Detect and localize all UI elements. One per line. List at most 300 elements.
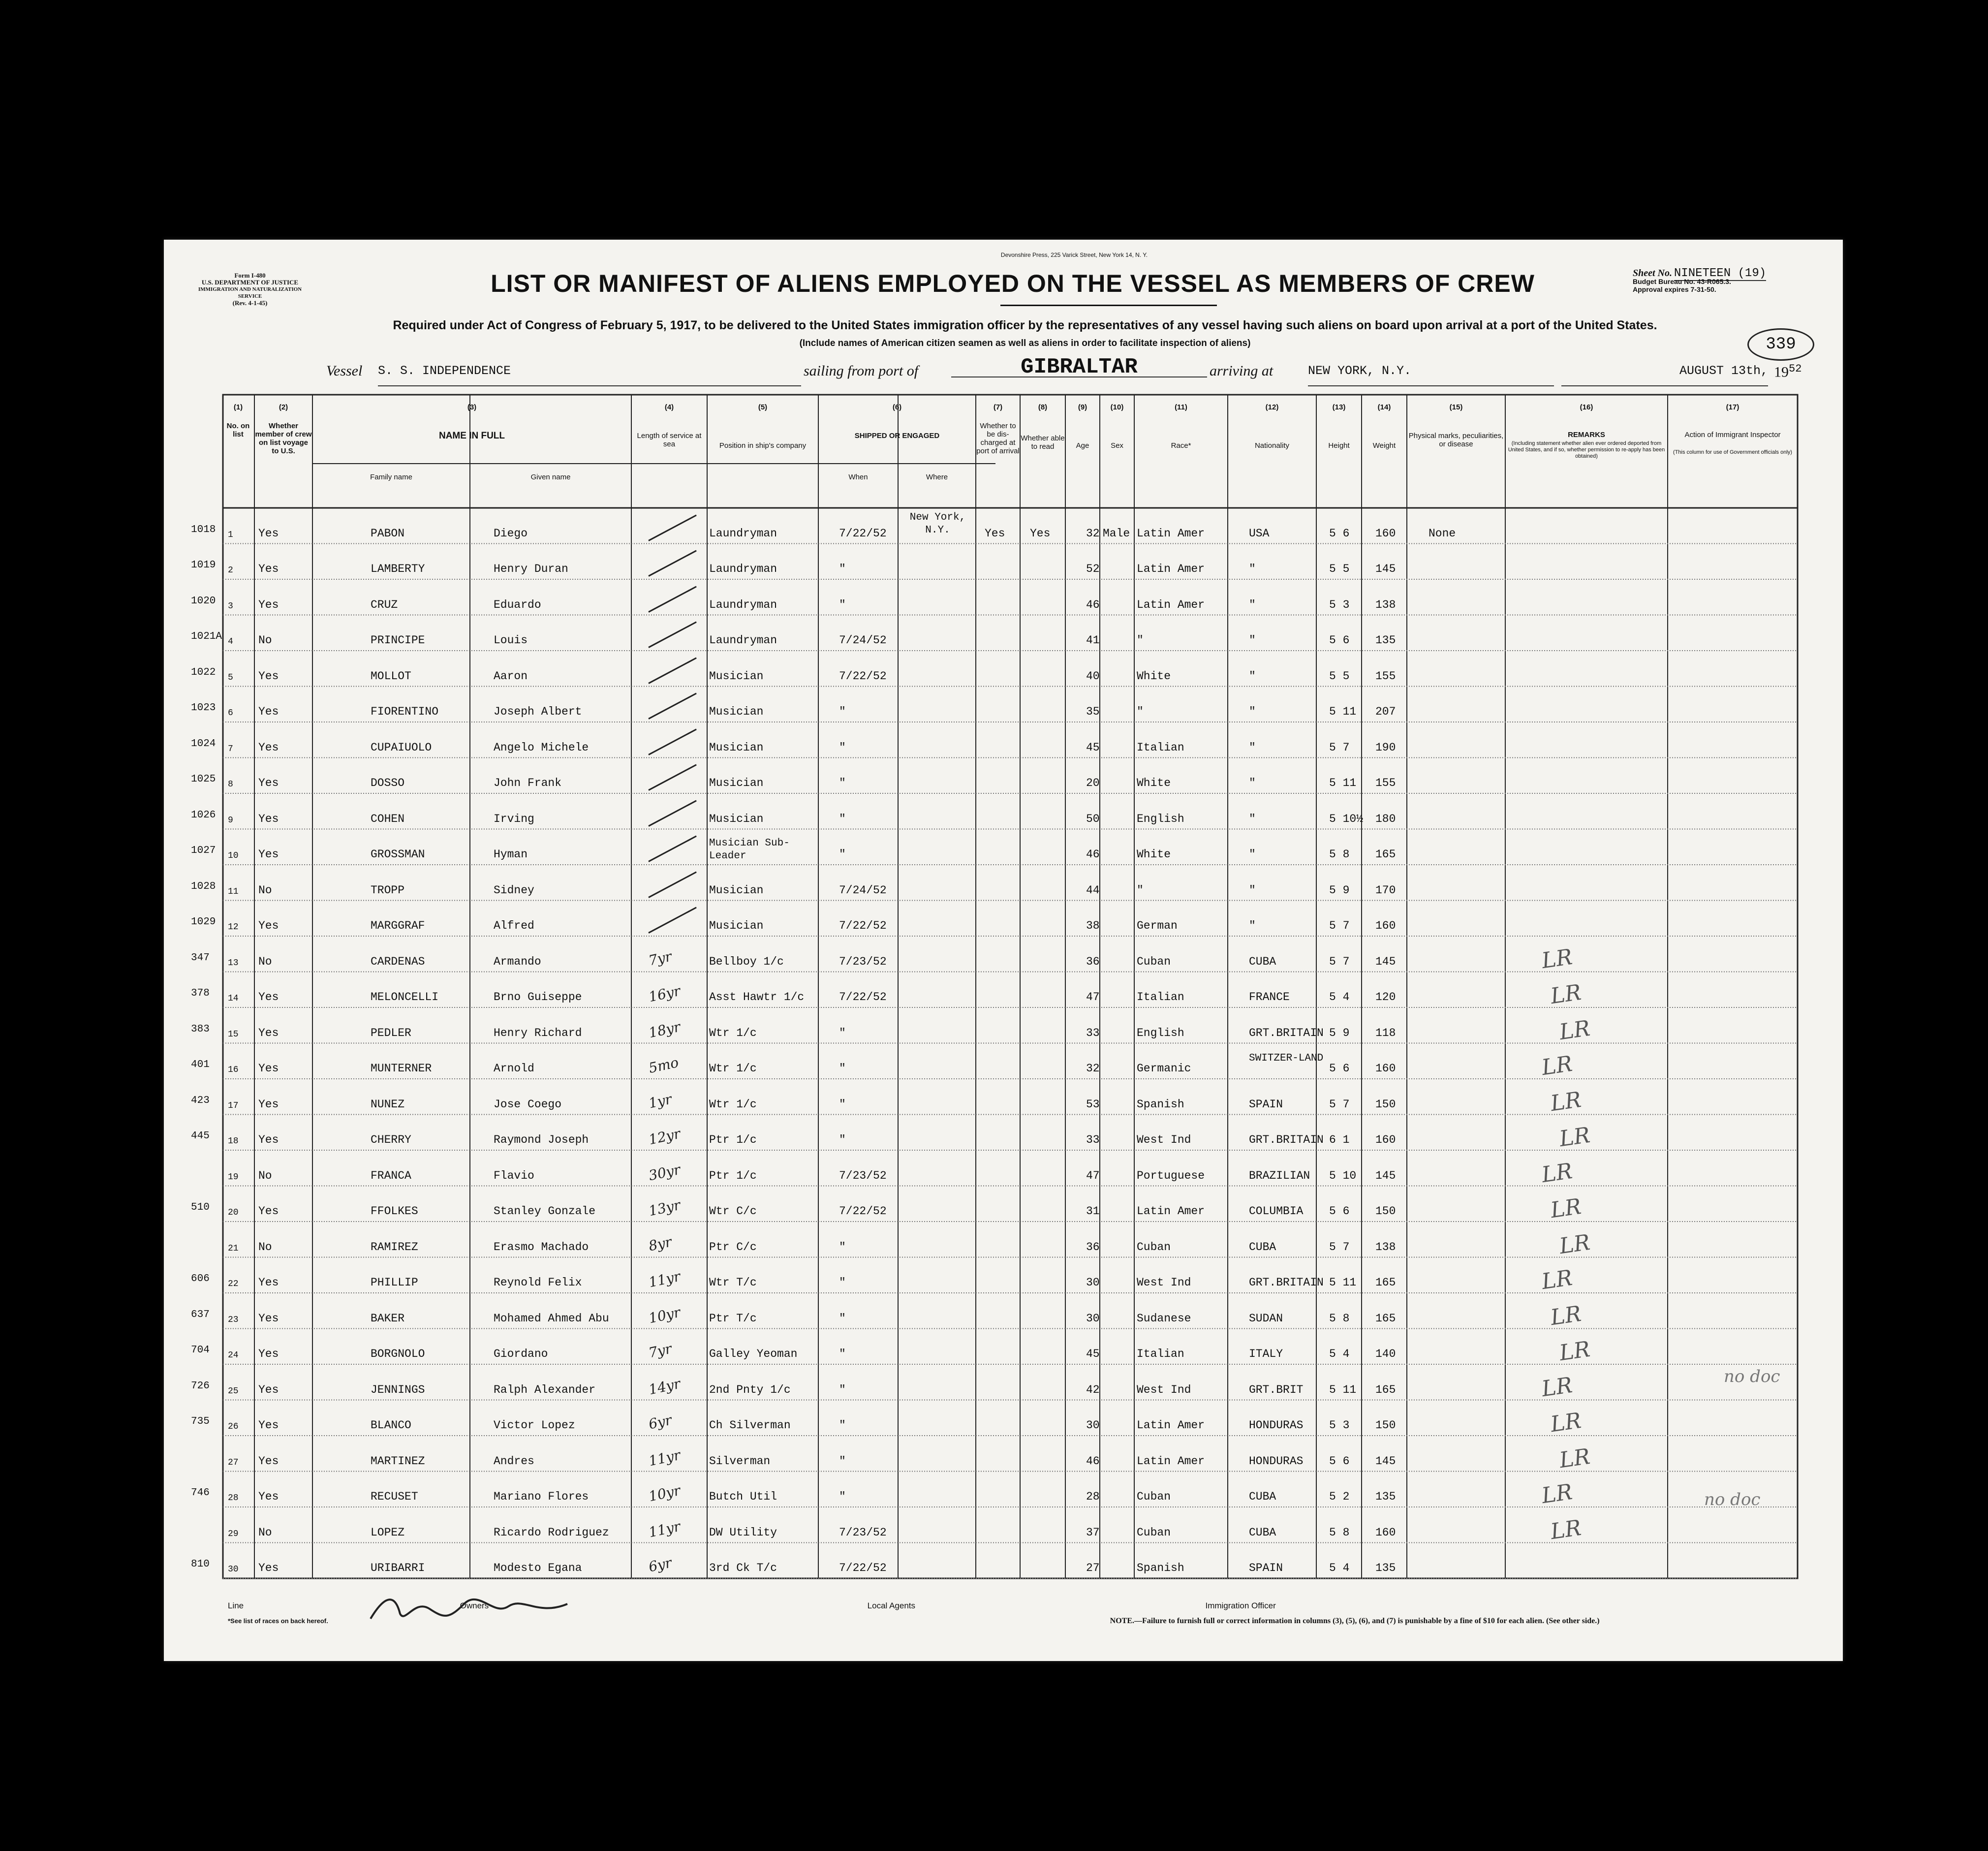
given-name: Irving: [494, 812, 534, 825]
given-name: Hyman: [494, 848, 528, 861]
row-number: 17: [228, 1100, 239, 1111]
age: 52: [1086, 563, 1100, 575]
given-name: Angelo Michele: [494, 741, 589, 754]
family-name: PRINCIPE: [371, 634, 425, 647]
column-number: (12): [1265, 403, 1279, 411]
shipped-date: ": [839, 1276, 846, 1289]
weight: 135: [1375, 1562, 1396, 1574]
height: 5 10½: [1329, 812, 1364, 825]
age: 38: [1086, 919, 1100, 932]
col-header-height: Height: [1328, 441, 1350, 450]
race: White: [1137, 669, 1171, 683]
remarks-initials: LR: [1540, 1158, 1574, 1188]
position: Ch Silverman: [709, 1419, 791, 1432]
row-reference-number: 1022: [191, 666, 216, 678]
sailing-port: GIBRALTAR: [951, 355, 1207, 377]
service-length: 11yr: [647, 1518, 682, 1540]
row-number: 1: [228, 530, 233, 540]
nationality: ": [1249, 883, 1256, 897]
weight: 135: [1375, 1490, 1396, 1503]
nationality: CUBA: [1249, 1526, 1276, 1539]
row-number: 30: [228, 1565, 239, 1574]
crew-status: Yes: [258, 777, 279, 789]
nationality: ": [1249, 634, 1256, 647]
family-name: CRUZ: [371, 598, 398, 611]
position: Ptr 1/c: [709, 1133, 757, 1146]
height: 5 7: [1329, 741, 1350, 754]
race: Italian: [1137, 1348, 1184, 1360]
row-number: 13: [228, 958, 239, 968]
column-number: (9): [1078, 403, 1087, 411]
family-name: RAMIREZ: [371, 1240, 418, 1254]
shipped-date: ": [839, 1383, 846, 1396]
nationality: SWITZER-LAND: [1249, 1053, 1324, 1064]
col-header-family-name: Family name: [370, 473, 412, 481]
race: ": [1137, 883, 1144, 897]
shipped-date: ": [839, 1348, 846, 1360]
age: 53: [1086, 1098, 1100, 1111]
col-header-nationality: Nationality: [1254, 441, 1290, 450]
race: White: [1137, 777, 1171, 789]
weight: 150: [1375, 1419, 1396, 1432]
family-name: FFOLKES: [371, 1205, 418, 1218]
officer-label: Immigration Officer: [1205, 1601, 1276, 1610]
row-number: 6: [228, 708, 233, 718]
row-reference-number: 423: [191, 1095, 210, 1106]
service-length: 14yr: [647, 1375, 682, 1398]
weight: 160: [1375, 527, 1396, 540]
row-reference-number: 383: [191, 1023, 210, 1035]
column-number: (14): [1377, 403, 1391, 411]
weight: 138: [1375, 598, 1396, 611]
height: 5 3: [1329, 1419, 1350, 1432]
height: 5 5: [1329, 669, 1350, 683]
column-number: (6): [892, 403, 902, 411]
race: English: [1137, 1026, 1184, 1039]
row-reference-number: 1021A: [191, 631, 222, 642]
weight: 155: [1375, 777, 1396, 789]
nationality: ": [1249, 705, 1256, 718]
race: Cuban: [1137, 1526, 1171, 1539]
position: Laundryman: [709, 563, 777, 575]
col-header-physical-marks: Physical marks, peculiarities, or disease: [1408, 432, 1504, 448]
given-name: Victor Lopez: [494, 1419, 575, 1432]
sheet-label: Sheet No.: [1633, 268, 1672, 279]
annotation-no-doc: no doc: [1724, 1367, 1780, 1386]
remarks-initials: LR: [1549, 1408, 1583, 1438]
col-header-where: Where: [926, 473, 948, 481]
given-name: Giordano: [494, 1348, 548, 1360]
page-title: LIST OR MANIFEST OF ALIENS EMPLOYED ON THE VESSEL AS MEMBERS OF CREW: [491, 270, 1535, 297]
race: Latin Amer: [1137, 1454, 1205, 1468]
position: Butch Util: [709, 1490, 777, 1503]
position: Ptr 1/c: [709, 1169, 757, 1182]
weight: 160: [1375, 1062, 1396, 1075]
row-reference-number: 1019: [191, 560, 216, 571]
row-number: 29: [228, 1529, 239, 1539]
service-length: 30yr: [647, 1161, 682, 1184]
position: Silverman: [709, 1454, 771, 1468]
height: 5 6: [1329, 634, 1350, 647]
family-name: MELONCELLI: [371, 991, 439, 1004]
weight: 145: [1375, 1169, 1396, 1182]
sailing-label: sailing from port of: [804, 363, 919, 379]
agents-label: Local Agents: [867, 1601, 916, 1610]
crew-status: No: [258, 1526, 272, 1539]
row-number: 11: [228, 886, 239, 897]
age: 37: [1086, 1526, 1100, 1539]
family-name: PEDLER: [371, 1026, 411, 1039]
given-name: Reynold Felix: [494, 1276, 582, 1289]
shipped-date: ": [839, 1240, 846, 1254]
row-reference-number: 1028: [191, 880, 216, 892]
height: 5 4: [1329, 991, 1350, 1004]
weight: 118: [1375, 1026, 1396, 1039]
family-name: NUNEZ: [371, 1098, 405, 1111]
position: Musician: [709, 777, 764, 789]
nationality: GRT.BRIT: [1249, 1383, 1304, 1396]
given-name: Diego: [494, 527, 528, 540]
col-header-service: Length of service at sea: [637, 432, 702, 448]
crew-status: Yes: [258, 1562, 279, 1574]
age: 33: [1086, 1026, 1100, 1039]
row-number: 16: [228, 1065, 239, 1075]
service-length: 11yr: [647, 1268, 682, 1291]
shipped-date: 7/23/52: [839, 1526, 887, 1539]
remarks-initials: LR: [1557, 1229, 1592, 1259]
shipped-date: ": [839, 563, 846, 575]
weight: 165: [1375, 1276, 1396, 1289]
height: 5 9: [1329, 1026, 1350, 1039]
row-number: 24: [228, 1350, 239, 1360]
weight: 190: [1375, 741, 1396, 754]
remarks-initials: LR: [1557, 1015, 1592, 1045]
col-header-age: Age: [1076, 441, 1089, 450]
race: English: [1137, 812, 1184, 825]
age: 46: [1086, 598, 1100, 611]
shipped-date: ": [839, 1490, 846, 1503]
shipped-date: 7/24/52: [839, 634, 887, 647]
race: Spanish: [1137, 1562, 1184, 1574]
shipped-date: 7/22/52: [839, 669, 887, 683]
crew-status: No: [258, 1240, 272, 1254]
age: 35: [1086, 705, 1100, 718]
crew-status: Yes: [258, 1348, 279, 1360]
shipped-date: ": [839, 1419, 846, 1432]
height: 5 9: [1329, 883, 1350, 897]
given-name: Stanley Gonzale: [494, 1205, 596, 1218]
given-name: Erasmo Machado: [494, 1240, 589, 1254]
race: West Ind: [1137, 1276, 1191, 1289]
service-length: 11yr: [647, 1446, 682, 1469]
shipped-date: 7/22/52: [839, 991, 887, 1004]
nationality: CUBA: [1249, 955, 1276, 968]
given-name: Brno Guiseppe: [494, 991, 582, 1004]
row-reference-number: 1025: [191, 774, 216, 785]
weight: 165: [1375, 1312, 1396, 1325]
service-length: 18yr: [647, 1018, 682, 1041]
crew-status: No: [258, 955, 272, 968]
position: Musician: [709, 705, 764, 718]
family-name: MARGGRAF: [371, 919, 425, 932]
weight: 150: [1375, 1098, 1396, 1111]
remarks-initials: LR: [1549, 1193, 1583, 1224]
position: Wtr 1/c: [709, 1026, 757, 1039]
height: 5 7: [1329, 955, 1350, 968]
column-number: (15): [1449, 403, 1463, 411]
column-number: (17): [1726, 403, 1740, 411]
position: Wtr C/c: [709, 1205, 757, 1218]
nationality: GRT.BRITAIN: [1249, 1133, 1324, 1146]
service-name: IMMIGRATION AND NATURALIZATION SERVICE: [198, 286, 302, 299]
nationality: FRANCE: [1249, 991, 1290, 1004]
position: Wtr T/c: [709, 1276, 757, 1289]
crew-status: Yes: [258, 1026, 279, 1039]
given-name: Louis: [494, 634, 528, 647]
age: 40: [1086, 669, 1100, 683]
height: 5 10: [1329, 1169, 1357, 1182]
race: Germanic: [1137, 1062, 1191, 1075]
given-name: Sidney: [494, 883, 534, 897]
shipped-date: ": [839, 848, 846, 861]
sex: Male: [1103, 527, 1130, 540]
position: Musician: [709, 919, 764, 932]
height: 5 8: [1329, 848, 1350, 861]
service-length: 12yr: [647, 1125, 682, 1148]
shipped-place: New York, N.Y.: [909, 511, 966, 536]
height: 5 8: [1329, 1312, 1350, 1325]
family-name: BORGNOLO: [371, 1348, 425, 1360]
age: 30: [1086, 1419, 1100, 1432]
age: 46: [1086, 1454, 1100, 1468]
form-number: Form I-480: [234, 272, 266, 279]
row-number: 28: [228, 1493, 239, 1503]
weight: 160: [1375, 1133, 1396, 1146]
shipped-date: 7/23/52: [839, 1169, 887, 1182]
row-number: 22: [228, 1279, 239, 1289]
weight: 145: [1375, 563, 1396, 575]
nationality: ": [1249, 812, 1256, 825]
remarks-initials: LR: [1549, 1515, 1583, 1544]
weight: 135: [1375, 634, 1396, 647]
race: Sudanese: [1137, 1312, 1191, 1325]
race: Cuban: [1137, 1240, 1171, 1254]
weight: 165: [1375, 848, 1396, 861]
owners-label: Owners: [460, 1601, 489, 1610]
row-number: 20: [228, 1208, 239, 1218]
given-name: Arnold: [494, 1062, 534, 1075]
row-reference-number: 1026: [191, 809, 216, 821]
given-name: Ralph Alexander: [494, 1383, 596, 1396]
nationality: SUDAN: [1249, 1312, 1283, 1325]
crew-status: Yes: [258, 991, 279, 1004]
crew-status: Yes: [258, 741, 279, 754]
race: ": [1137, 634, 1144, 647]
shipped-date: 7/22/52: [839, 1562, 887, 1574]
weight: 145: [1375, 1454, 1396, 1468]
shipped-date: 7/24/52: [839, 883, 887, 897]
crew-status: Yes: [258, 1205, 279, 1218]
shipped-date: ": [839, 1062, 846, 1075]
remarks-initials: LR: [1549, 979, 1583, 1009]
family-name: URIBARRI: [371, 1562, 425, 1574]
weight: 165: [1375, 1383, 1396, 1396]
race: German: [1137, 919, 1178, 932]
manifest-sheet: [164, 240, 1843, 1661]
shipped-date: 7/23/52: [839, 955, 887, 968]
remarks-initials: LR: [1557, 1336, 1592, 1366]
service-length: 10yr: [647, 1482, 682, 1505]
height: 5 11: [1329, 777, 1357, 789]
column-number: (4): [664, 403, 674, 411]
height: 5 5: [1329, 563, 1350, 575]
crew-status: Yes: [258, 848, 279, 861]
height: 5 6: [1329, 1062, 1350, 1075]
height: 5 11: [1329, 705, 1357, 718]
height: 5 7: [1329, 1240, 1350, 1254]
row-number: 25: [228, 1386, 239, 1396]
row-number: 2: [228, 565, 233, 575]
vessel-label: Vessel: [326, 363, 363, 379]
age: 30: [1086, 1312, 1100, 1325]
printer-imprint: Devonshire Press, 225 Varick Street, New York 14, N. Y.: [1000, 251, 1148, 258]
crew-status: Yes: [258, 705, 279, 718]
position: 2nd Pnty 1/c: [709, 1383, 791, 1396]
service-length: 6yr: [647, 1554, 673, 1575]
crew-status: Yes: [258, 598, 279, 611]
row-reference-number: 1020: [191, 595, 216, 607]
crew-status: Yes: [258, 1062, 279, 1075]
shipped-date: 7/22/52: [839, 919, 887, 932]
remarks-initials: LR: [1549, 1087, 1583, 1116]
shipped-date: 7/22/52: [839, 527, 887, 540]
col-header-crew: Whether member of crew on list voyage to U.S.: [255, 422, 312, 455]
col-header-inspector: Action of Immigrant Inspector: [1684, 431, 1781, 439]
col-header-given-name: Given name: [530, 473, 571, 481]
weight: 155: [1375, 669, 1396, 683]
row-number: 23: [228, 1315, 239, 1325]
arrival-year: $19^{52}$: [1774, 363, 1802, 380]
row-reference-number: 606: [191, 1273, 210, 1285]
budget-number: Budget Bureau No. 43-R065.3.: [1633, 278, 1731, 285]
arrival-port: NEW YORK, N.Y.: [1308, 364, 1554, 386]
nationality: HONDURAS: [1249, 1419, 1304, 1432]
age: 47: [1086, 991, 1100, 1004]
row-reference-number: 810: [191, 1559, 210, 1570]
position: Musician: [709, 741, 764, 754]
weight: 160: [1375, 1526, 1396, 1539]
given-name: Aaron: [494, 669, 528, 683]
row-number: 21: [228, 1243, 239, 1254]
race: Portuguese: [1137, 1169, 1205, 1182]
family-name: MUNTERNER: [371, 1062, 432, 1075]
nationality: ": [1249, 919, 1256, 932]
column-number: (16): [1580, 403, 1593, 411]
position: DW Utility: [709, 1526, 777, 1539]
crew-status: Yes: [258, 919, 279, 932]
family-name: LOPEZ: [371, 1526, 405, 1539]
penalty-note: NOTE.—Failure to furnish full or correct information in columns (3), (5), (6), and (7) is punishable by a fine of $10 for each alien. (See other side.): [1110, 1617, 1600, 1625]
given-name: Alfred: [494, 919, 534, 932]
service-length: 5mo: [647, 1054, 680, 1077]
age: 50: [1086, 812, 1100, 825]
family-name: CHERRY: [371, 1133, 411, 1146]
height: 5 11: [1329, 1276, 1357, 1289]
race: Cuban: [1137, 1490, 1171, 1503]
family-name: DOSSO: [371, 777, 405, 789]
row-reference-number: 735: [191, 1416, 210, 1427]
race: Latin Amer: [1137, 1205, 1205, 1218]
row-number: 12: [228, 922, 239, 932]
row-reference-number: 510: [191, 1202, 210, 1213]
service-length: 7yr: [647, 1340, 673, 1361]
weight: 150: [1375, 1205, 1396, 1218]
arrival-date: AUGUST 13th,: [1561, 364, 1768, 386]
family-name: PHILLIP: [371, 1276, 418, 1289]
shipped-date: ": [839, 1312, 846, 1325]
row-number: 4: [228, 637, 233, 647]
col-header-remarks-note: (Including statement whether alien ever ordered deported from United States, and if so, whether permission to re-apply has been obtained): [1508, 440, 1665, 459]
race: Latin Amer: [1137, 563, 1205, 575]
department-name: U.S. DEPARTMENT OF JUSTICE: [201, 279, 299, 286]
annotation-no-doc: no doc: [1704, 1490, 1761, 1509]
race: Spanish: [1137, 1098, 1184, 1111]
nationality: ": [1249, 598, 1256, 611]
position: Ptr C/c: [709, 1240, 757, 1254]
family-name: TROPP: [371, 883, 405, 897]
given-name: Ricardo Rodriguez: [494, 1526, 609, 1539]
handwritten-signature: [366, 1589, 572, 1635]
shipped-date: ": [839, 1133, 846, 1146]
remarks-initials: LR: [1540, 1265, 1574, 1295]
age: 27: [1086, 1562, 1100, 1574]
crew-status: Yes: [258, 1312, 279, 1325]
height: 5 4: [1329, 1348, 1350, 1360]
row-reference-number: 347: [191, 952, 210, 964]
nationality: ": [1249, 669, 1256, 683]
family-name: FIORENTINO: [371, 705, 439, 718]
nationality: ": [1249, 741, 1256, 754]
sheet-value: NINETEEN (19): [1674, 267, 1767, 280]
revision-date: (Rev. 4-1-45): [232, 299, 268, 307]
row-reference-number: 1027: [191, 845, 216, 856]
line-label: Line: [228, 1601, 244, 1610]
crew-status: No: [258, 883, 272, 897]
family-name: CARDENAS: [371, 955, 425, 968]
family-name: GROSSMAN: [371, 848, 425, 861]
service-length: 10yr: [647, 1304, 682, 1326]
nationality: COLUMBIA: [1249, 1205, 1304, 1218]
col-header-read: Whether able to read: [1021, 434, 1065, 451]
race: West Ind: [1137, 1133, 1191, 1146]
remarks-initials: LR: [1540, 944, 1574, 973]
col-header-name: NAME IN FULL: [438, 431, 505, 441]
crew-status: Yes: [258, 1454, 279, 1468]
crew-status: Yes: [258, 1276, 279, 1289]
height: 5 4: [1329, 1562, 1350, 1574]
col-header-remarks: REMARKS: [1568, 431, 1605, 439]
weight: 180: [1375, 812, 1396, 825]
age: 36: [1086, 955, 1100, 968]
given-name: Henry Richard: [494, 1026, 582, 1039]
col-header-position: Position in ship's company: [719, 441, 807, 450]
age: 30: [1086, 1276, 1100, 1289]
shipped-date: 7/22/52: [839, 1205, 887, 1218]
col-header-inspector-note: (This column for use of Government officials only): [1673, 449, 1792, 455]
height: 5 6: [1329, 527, 1350, 540]
service-length: 8yr: [647, 1233, 673, 1255]
column-number: (13): [1332, 403, 1346, 411]
